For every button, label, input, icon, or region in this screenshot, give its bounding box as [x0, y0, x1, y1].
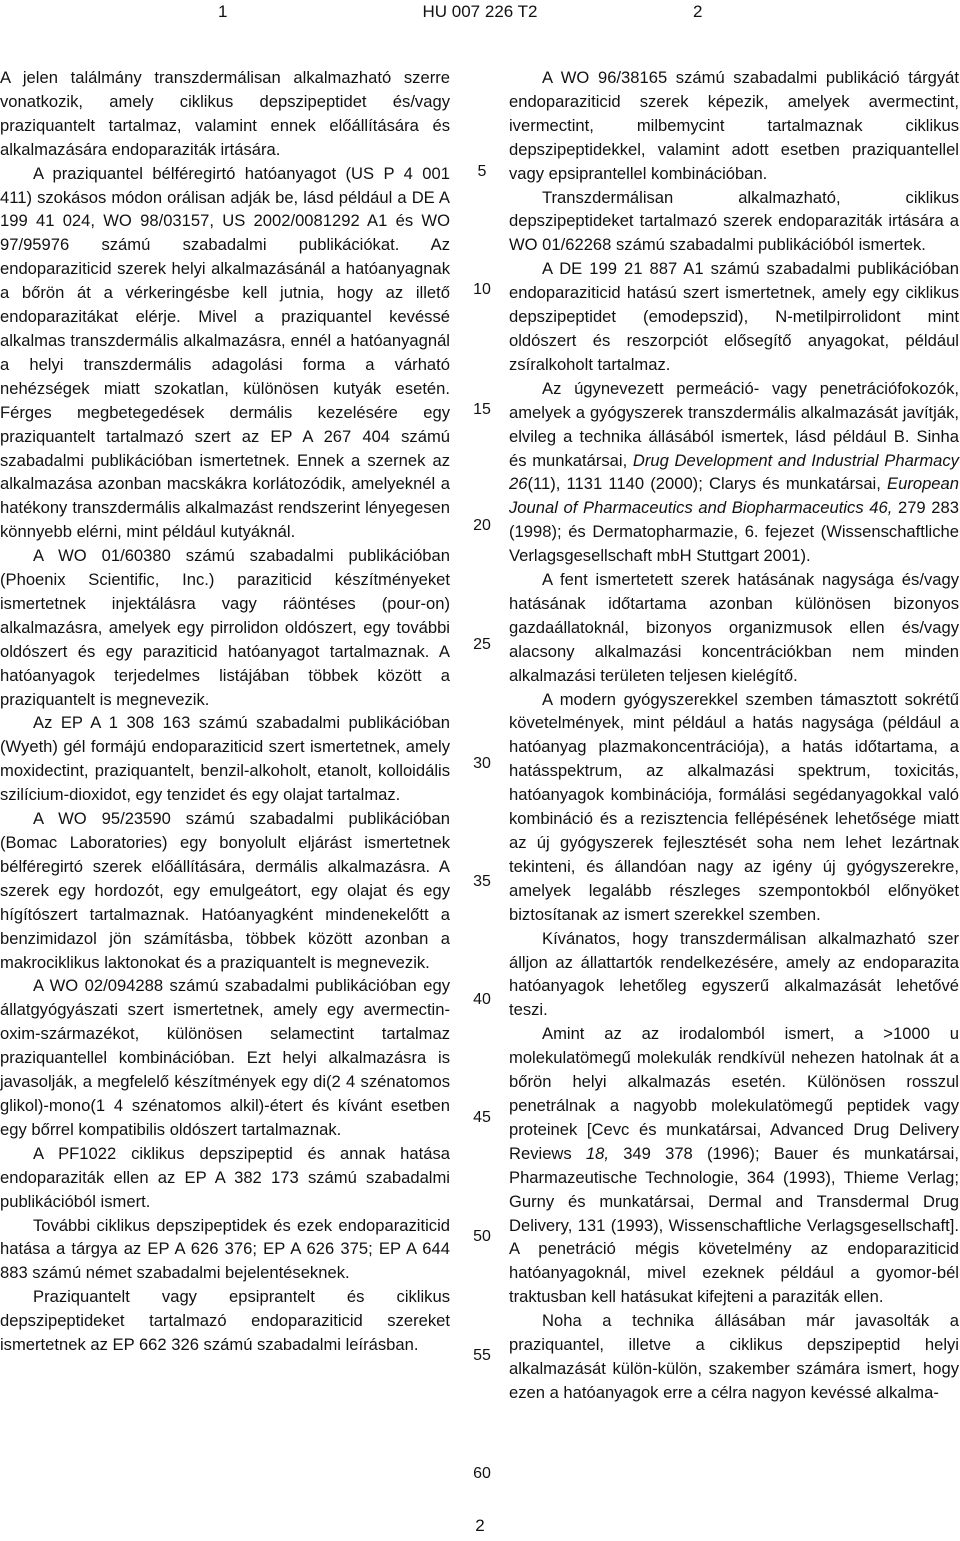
journal-title: Drug Development and Industrial Pharmacy 26: [509, 450, 959, 494]
line-number: 40: [473, 991, 491, 1008]
paragraph: A WO 95/23590 számú szabadalmi publikációban (Bomac Laboratories) egy bonyolult eljárást ismertetnek bélféregirtó szerek előállítására, dermális alkalmazásra. A szerek egy hordozót, egy emulgeátort, egy olajat és egy hígítószert tartalmaznak. Hatóanyagként mindenekelőtt a benzimidazol jön számításba, többek között azonban a makrociklikus laktonokat és a praziquantelt is megnevezik.: [0, 809, 450, 972]
left-column: [0, 66, 450, 1357]
line-number: 20: [473, 517, 491, 534]
text-run: Amint az az irodalomból ismert, a >1000 u molekulatömegű molekulák rendkívül nehezen hatolnak át a bőrön helyi alkalmazás esetén. Különösen rosszul penetrálnak a nagyobb molekulatömegű peptidek vagy proteinek [Cevc és munkatársai, Advanced Drug Delivery Reviews: [509, 1024, 959, 1163]
line-number: 50: [473, 1228, 491, 1245]
paragraph: A WO 01/60380 számú szabadalmi publikációban (Phoenix Scientific, Inc.) paraziticid készítményeket ismertetnek injektálásra vagy ráöntéses (pour-on) alkalmazásra, amelyek egy pirrolidon oldószert, egy további oldószert és egy paraziticid hatóanyagot tartalmaznak. A hatóanyagok terjedelmes listájában többek között a praziquantelt is megnevezik.: [0, 546, 450, 709]
journal-title: European Jounal of Pharmaceutics and Biopharmaceutics 46,: [509, 474, 959, 518]
line-number: 25: [473, 636, 491, 653]
paragraph: A modern gyógyszerekkel szemben támasztott sokrétű követelmények, mint például a hatás nagysága (például a hatóanyag plazmakoncentrációja), a hatás időtartama, a hatásspektrum, az alkalmazási spektrum, toxicitás, hatóanyagok kombinációja, formálási segédanyagokkal való kombináció és a rezisztencia fellépésének lehetősége miatt az új gyógyszerek fejlesztését soha nem lehet lezártnak tekinteni, és állandóan nagy az igény új gyógyszerekre, amelyek legalább részleges szempontokból előnyöket biztosítanak az ismert szerekkel szemben.: [509, 689, 959, 924]
line-number: 55: [473, 1347, 491, 1364]
paragraph: Noha a technika állásában már javasolták a praziquantel, illetve a ciklikus depszipeptid helyi alkalmazását külön-külön, szakember számára ismert, hogy ezen a hatóanyagok erre a célra nagyon kevéssé alkalma-: [509, 1311, 959, 1402]
paragraph: A jelen találmány transzdermálisan alkalmazható szerre vonatkozik, amely ciklikus depszipeptidet és/vagy praziquantelt tartalmaz, valamint ennek előállítására és alkalmazására endoparaziták irtására.: [0, 68, 450, 159]
line-number: 10: [473, 281, 491, 298]
paragraph: A WO 02/094288 számú szabadalmi publikációban egy állatgyógyászati szert ismertetnek, amely egy avermectin-oxim-származékot, különösen selamectint tartalmaz praziquantellel kombinációban. Ezt helyi alkalmazásra is javasolják, a megfelelő készítmények egy di(2 4 szénatomos glikol)-mono(1 4 szénatomos alkil)-étert és kívánt esetben egy bőrrel kompatibilis oldószert tartalmaznak.: [0, 976, 450, 1139]
text-run: 279 283 (1998); és Dermatopharmazie, 6. fejezet (Wissenschaftliche Verlagsgesellschaft mbH Stuttgart 2001).: [509, 498, 959, 566]
header-document-id: HU 007 226 T2: [422, 2, 538, 21]
line-number: 45: [473, 1109, 491, 1126]
line-number: 30: [473, 755, 491, 772]
line-number: 35: [473, 873, 491, 890]
line-number: 5: [477, 163, 487, 180]
paragraph: További ciklikus depszipeptidek és ezek endoparaziticid hatása a tárgya az EP A 626 376; EP A 626 375; EP A 644 883 számú német szabadalmi bejelentéseknek.: [0, 1215, 450, 1283]
paragraph: Kívánatos, hogy transzdermálisan alkalmazható szer álljon az állattartók rendelkezésére, amely az endoparazita hatóanyagok lehetőleg egyszerű alkalmazását lehetővé teszi.: [509, 928, 959, 1020]
paragraph: A praziquantel bélféregirtó hatóanyagot (US P 4 001 411) szokásos módon orálisan adják be, lásd például a DE A 199 41 024, WO 98/03157, US 2002/0081292 A1 és WO 97/95976 számú szabadalmi publikációkat. Az endoparaziticid szerek helyi alkalmazásánál a hatóanyagnak a bőrön át a vérkeringésbe kell jutnia, hogy az illető endoparazitákat elérje. Mivel a praziquantel kevéssé alkalmas transzdermális alkalmazásra, ennél a hatóanyagnál a helyi transzdermális adagolási forma a várható nehézségek miatt szokatlan, különösen kutyák esetén. Férges megbetegedések dermális kezelésére egy praziquantelt tartalmazó szert az EP A 267 404 számú szabadalmi publikációban ismertetnek. Ennek a szernek az alkalmazása azonban macskákra korlátozódik, amelyeknél a hatékony transzdermális alkalmazást rendszerint lényegesen könnyebb elérni, mint például kutyáknál.: [0, 163, 450, 542]
text-run: 349 378 (1996); Bauer és munkatársai, Pharmazeutische Technologie, 364 (1993), Thieme Verlag; Gurny és munkatársai, Dermal and Transdermal Drug Delivery, 131 (1993), Wissenschaftliche Verlagsgesellschaft]. A penetráció mégis követelmény az endoparaziticid hatóanyagoknál, mivel ezeknek például a gyomor-bél traktusban kell hatásukat kifejteni a paraziták ellen.: [509, 1143, 959, 1307]
paragraph: A DE 199 21 887 A1 számú szabadalmi publikációban endoparaziticid hatású szert ismertetnek, amely egy ciklikus depszipeptidet (emodepszid), N-metilpirrolidont mint oldószert és reszorpciót elősegítő anyagokat, például zsíralkoholt tartalmaz.: [509, 259, 959, 374]
paragraph: A fent ismertetett szerek hatásának nagysága és/vagy hatásának időtartama azonban különösen bizonyos gazdaállatoknál, bizonyos organizmusok ellen és/vagy alacsony alkalmazási koncentrációkban nem minden alkalmazási területen teljesen kielégítő.: [509, 570, 959, 685]
volume-number: 18,: [585, 1143, 609, 1163]
line-number: 15: [473, 401, 491, 418]
text-run: Az úgynevezett permeáció- vagy penetrációfokozók, amelyek a gyógyszerek transzdermális alkalmazását javítják, elvileg a technika állásából ismertek, lásd például B. Sinha és munkatársai,: [509, 378, 959, 470]
paragraph: A WO 96/38165 számú szabadalmi publikáció tárgyát endoparaziticid szerek képezik, amelyek avermectint, ivermectint, milbemycint tartalmaznak ciklikus depszipeptidekkel, valamint adott esetben praziquantellel vagy epsiprantellel kombinációban.: [509, 68, 959, 183]
right-column: [509, 66, 959, 1405]
paragraph: Az EP A 1 308 163 számú szabadalmi publikációban (Wyeth) gél formájú endoparaziticid szert ismertetnek, amely moxidectint, praziquantelt, benzil-alkoholt, etanolt, kolloidális szilícium-dioxidot, egy tenzidet és egy olajat tartalmaz.: [0, 713, 450, 805]
paragraph: Transzdermálisan alkalmazható, ciklikus depszipeptideket tartalmazó szerek endoparaziták irtására a WO 01/62268 számú szabadalmi publikációból ismertek.: [509, 187, 959, 255]
paragraph: A PF1022 ciklikus depszipeptid és annak hatása endoparaziták ellen az EP A 382 173 számú szabadalmi publikációból ismert.: [0, 1143, 450, 1211]
paragraph: [509, 377, 959, 568]
header-page-right: 2: [693, 2, 703, 21]
paragraph: Praziquantelt vagy epsiprantelt és ciklikus depszipeptideket tartalmazó endoparaziticid szereket ismertetnek az EP 662 326 számú szabadalmi leírásban.: [0, 1287, 450, 1355]
text-run: (11), 1131 1140 (2000); Clarys és munkatársai,: [527, 474, 881, 494]
paragraph: [509, 1022, 959, 1309]
page-number: 2: [475, 1516, 485, 1535]
line-number: 60: [473, 1465, 491, 1482]
header-page-left: 1: [218, 2, 228, 21]
